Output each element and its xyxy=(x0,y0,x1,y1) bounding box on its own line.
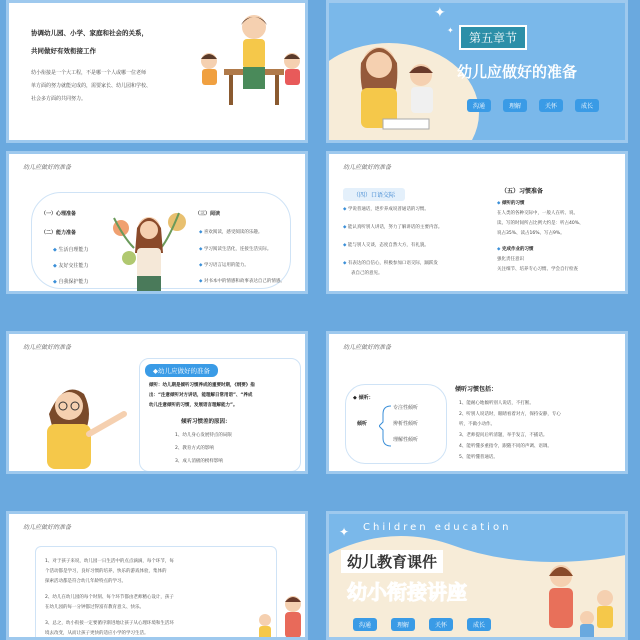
tag-care: 关怀 xyxy=(429,618,453,631)
habits-item: 5、能听懂普通话。 xyxy=(459,455,498,460)
english-subtitle: Children education xyxy=(363,522,512,533)
slide-5[interactable] xyxy=(6,331,308,474)
summary-line: 2、幼儿在幼儿园的每个时刻、每个环节都由老师精心设计，孩子 xyxy=(45,595,174,600)
slide1-heading-2: 共同做好有效衔接工作 xyxy=(31,47,96,55)
listen-text: 幼儿注意倾听的习惯，发展语言理解能力”。 xyxy=(149,403,238,408)
slide-7[interactable] xyxy=(6,511,308,640)
habit-text: 关注细节、培养专心习惯、学会自行检查 xyxy=(497,267,578,272)
sub-item: ◆ 生活自理能力 xyxy=(53,246,88,254)
item-ability: （二）能力准备 xyxy=(41,230,77,236)
tag-understanding: 理解 xyxy=(503,99,527,112)
sub-item: ◆ 友好交往能力 xyxy=(53,262,88,270)
svg-text:✦: ✦ xyxy=(434,5,446,21)
girl-with-flowers-illustration xyxy=(109,198,189,294)
summary-line: 1、对于孩子来说，幼儿园一日生活中的点点滴滴，每个环节，每 xyxy=(45,559,174,564)
box-title: ◆幼儿应做好的准备 xyxy=(145,364,218,377)
reading-item: ◆ 学习阅读生活化，连接生活实际。 xyxy=(199,246,271,254)
slide1-line: 单方面的努力就能完成的，需要家长、幼儿园和学校、 xyxy=(31,83,152,89)
habit-sub2: ◆ 完成作业的习惯 xyxy=(497,246,534,254)
habit-text: 在人类的各种交际中，一般人在听、说、 xyxy=(497,211,578,216)
habits-title: 倾听习惯包括： xyxy=(455,386,498,393)
slide1-heading-1: 协调幼儿园、小学、家庭和社会的关系， xyxy=(31,29,148,37)
habits-item: 听，不做小动作。 xyxy=(459,422,495,427)
reason-title: 倾听习惯差的原因： xyxy=(181,419,231,425)
tag-understanding: 理解 xyxy=(391,618,415,631)
chapter-badge: 第五章节 xyxy=(459,25,527,50)
mindmap-item: 专注性倾听 xyxy=(393,405,419,411)
teacher-children-illustration xyxy=(189,9,304,114)
oral-item: ◆ 有表达的自信心，积极参加口语交际，踊跃发 xyxy=(343,260,438,268)
habit-text: 强化责任意识 xyxy=(497,257,524,262)
mindmap-item: 辨析性倾听 xyxy=(393,421,419,427)
reading-item: ◆ 喜欢阅读，感受阅读的乐趣。 xyxy=(199,229,262,237)
habits-item: 1、能耐心地倾听别人说话，不打断。 xyxy=(459,401,534,406)
reading-item: ◆ 对书本中的情感和故事表达自己的情感。 xyxy=(199,278,285,286)
mindmap-root: ◆ 倾听： xyxy=(353,395,374,401)
slide-2-chapter[interactable] xyxy=(326,0,628,143)
listen-text: 出：“注意倾听对方讲话，能理解日常用语”、“养成 xyxy=(149,393,253,398)
reading-title: （三）阅读 xyxy=(195,211,221,217)
summary-line: 个活动都是学习，良好习惯的培养，快乐的游戏体验，集体的 xyxy=(45,569,167,574)
item-psychological: （一）心理准备 xyxy=(41,211,77,217)
habits-item: 4、能听懂多重指令，跟随不同的声调、语调。 xyxy=(459,444,552,449)
teacher-children-cover-illustration xyxy=(525,558,628,640)
reason-item: 1、幼儿身心发展特点的局限 xyxy=(175,433,232,438)
slide-1[interactable] xyxy=(6,0,308,143)
cover-title-2: 幼小衔接讲座 xyxy=(347,580,467,604)
tag-communication: 沟通 xyxy=(353,618,377,631)
slide-4[interactable] xyxy=(326,151,628,294)
oral-item: ◆ 能认真听别人讲话，努力了解讲话的主要内容。 xyxy=(343,224,442,232)
slide6-header: 幼儿应做好的准备 xyxy=(343,344,392,351)
reading-group-illustration xyxy=(245,590,308,640)
reason-item: 2、教育方式的影响 xyxy=(175,446,214,451)
habits-item: 3、老师提问后听清题，举手发言，不插话。 xyxy=(459,433,548,438)
oral-item: ◆ 学说普通话，逐步养成说普通话的习惯。 xyxy=(343,206,429,214)
habit-sub1: ◆ 倾听的习惯 xyxy=(497,200,525,208)
habit-title: （五）习惯准备 xyxy=(501,188,544,195)
tag-growth: 成长 xyxy=(575,99,599,112)
reason-item: 3、成人消极的榜样影响 xyxy=(175,459,223,464)
habit-text: 读、写的时间所占比例大约是：听占40%、 xyxy=(497,221,584,226)
summary-line: 在幼儿园的每一分钟都过得富有教育意义、快乐。 xyxy=(45,605,144,610)
slide-3[interactable] xyxy=(6,151,308,294)
slide5-header: 幼儿应做好的准备 xyxy=(23,344,72,351)
tag-care: 关怀 xyxy=(539,99,563,112)
mindmap-item: 理解性倾听 xyxy=(393,437,419,443)
slide-6[interactable] xyxy=(326,331,628,474)
summary-line: 3、总之，幼小衔接一定要循序渐进地让孩子从心理环境和生活环 xyxy=(45,621,174,626)
slide-8-cover[interactable] xyxy=(326,511,628,640)
summary-line: 境去改变，从而让孩子更快的适应小学的学习生活。 xyxy=(45,631,149,636)
slide3-header: 幼儿应做好的准备 xyxy=(23,164,72,171)
oral-title: （四）口语交际 xyxy=(343,188,405,201)
slide7-header: 幼儿应做好的准备 xyxy=(23,524,72,531)
slide1-line: 幼小衔接是一个大工程，不是哪一个人或哪一位老师 xyxy=(31,70,147,76)
tag-communication: 沟通 xyxy=(467,99,491,112)
svg-text:✦: ✦ xyxy=(339,525,350,539)
svg-text:✦: ✦ xyxy=(447,26,454,35)
slide4-header: 幼儿应做好的准备 xyxy=(343,164,392,171)
habits-item: 2、听别人说话时，眼睛看着对方，保持安静，专心 xyxy=(459,412,561,417)
cover-title-1: 幼儿教育课件 xyxy=(341,550,443,573)
teacher-student-illustration xyxy=(339,33,449,138)
teacher-with-glasses-illustration xyxy=(29,374,139,474)
sub-item: ◆ 自我保护能力 xyxy=(53,278,88,286)
summary-line: 探索活动都是符合幼儿年龄特点的学习。 xyxy=(45,579,126,584)
mindmap-label: 倾听 xyxy=(357,421,368,427)
oral-item: ◆ 能与别人交谈，态度自然大方，有礼貌。 xyxy=(343,242,429,250)
reading-item: ◆ 学习语言运用的能力。 xyxy=(199,262,249,270)
listen-text: 倾听：幼儿期是倾听习惯养成的重要时期，《纲要》指 xyxy=(149,383,255,388)
slide1-line: 社会多方面的共同努力。 xyxy=(31,96,87,102)
chapter-title: 幼儿应做好的准备 xyxy=(457,63,578,81)
mindmap-bracket xyxy=(379,404,393,448)
tag-growth: 成长 xyxy=(467,618,491,631)
oral-item-cont: 表自己的意见。 xyxy=(351,271,383,276)
habit-text: 说占35%、读占16%、写占9%。 xyxy=(497,231,565,236)
